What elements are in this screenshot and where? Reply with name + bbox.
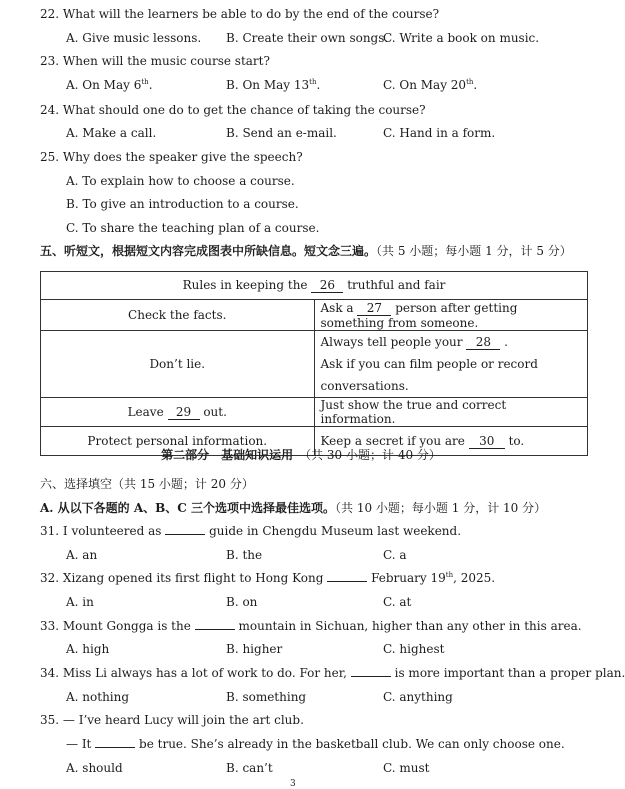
row3-right: Just show the true and correct information. bbox=[314, 398, 588, 427]
question-35-line1: 35. — I’ve heard Lucy will join the art club. bbox=[40, 713, 304, 727]
blank-27[interactable]: 27 bbox=[357, 302, 391, 316]
q35-pre: — It bbox=[66, 737, 92, 751]
row1-left: Check the facts. bbox=[41, 300, 315, 331]
q32-post-pre: February 19 bbox=[371, 571, 446, 585]
table-title-cell bbox=[41, 272, 588, 300]
question-35-line2 bbox=[66, 736, 565, 752]
q23-b-post: . bbox=[316, 78, 321, 92]
question-34 bbox=[40, 665, 625, 681]
q23-a-post: . bbox=[148, 78, 153, 92]
section-5-heading bbox=[40, 243, 572, 259]
part-2-note: （共 30 小题；计 40 分） bbox=[305, 448, 441, 462]
q31-option-b[interactable]: B. the bbox=[226, 548, 263, 562]
q23-c-text: C. On May 20 bbox=[383, 78, 467, 92]
q34-blank[interactable] bbox=[351, 676, 391, 677]
blank-29[interactable]: 29 bbox=[168, 406, 200, 420]
q32-blank[interactable] bbox=[327, 581, 367, 582]
row2-left: Don’t lie. bbox=[41, 331, 315, 398]
row3-left bbox=[41, 398, 315, 427]
row2-right-line1 bbox=[321, 331, 582, 353]
q34-pre: 34. Miss Li always has a lot of work to do. For her, bbox=[40, 666, 347, 680]
q25-option-b[interactable]: B. To give an introduction to a course. bbox=[66, 197, 299, 211]
row2-right-a-pre: Always tell people your bbox=[320, 335, 463, 349]
section-a-note: （共 10 小题；每小题 1 分，计 10 分） bbox=[335, 501, 547, 515]
q23-c-sup: th bbox=[466, 78, 474, 86]
q32-option-a[interactable]: A. in bbox=[66, 595, 94, 609]
q23-a-text: A. On May 6 bbox=[66, 78, 142, 92]
part-2-title: 第二部分 基础知识运用 bbox=[161, 448, 294, 462]
q33-option-c[interactable]: C. highest bbox=[383, 642, 445, 656]
q23-b-sup: th bbox=[309, 78, 317, 86]
section-5-note: （共 5 小题；每小题 1 分，计 5 分） bbox=[376, 244, 572, 258]
q24-option-b[interactable]: B. Send an e-mail. bbox=[226, 126, 337, 140]
q32-option-b[interactable]: B. on bbox=[226, 595, 258, 609]
q25-option-a[interactable]: A. To explain how to choose a course. bbox=[66, 174, 295, 188]
q23-b-text: B. On May 13 bbox=[226, 78, 310, 92]
q35-post: be true. She’s already in the basketball club. We can only choose one. bbox=[139, 737, 565, 751]
q23-option-b[interactable] bbox=[226, 77, 320, 93]
q31-blank[interactable] bbox=[165, 534, 205, 535]
section-a-title: A. 从以下各题的 A、B、C 三个选项中选择最佳选项。 bbox=[40, 501, 336, 515]
table-title-pre: Rules in keeping the bbox=[182, 278, 308, 292]
q24-option-c[interactable]: C. Hand in a form. bbox=[383, 126, 496, 140]
q35-option-c[interactable]: C. must bbox=[383, 761, 430, 775]
question-22: 22. What will the learners be able to do by the end of the course? bbox=[40, 7, 440, 21]
table-title-post: truthful and fair bbox=[347, 278, 446, 292]
q32-pre: 32. Xizang opened its first flight to Hong Kong bbox=[40, 571, 324, 585]
q33-post: mountain in Sichuan, higher than any other in this area. bbox=[238, 619, 582, 633]
q35-option-b[interactable]: B. can’t bbox=[226, 761, 273, 775]
row1-right-pre: Ask a bbox=[320, 300, 354, 315]
q31-post: guide in Chengdu Museum last weekend. bbox=[209, 524, 462, 538]
question-33 bbox=[40, 618, 582, 634]
q24-option-a[interactable]: A. Make a call. bbox=[66, 126, 157, 140]
q23-option-a[interactable] bbox=[66, 77, 153, 93]
row3-left-post: out. bbox=[203, 404, 227, 419]
q34-option-a[interactable]: A. nothing bbox=[66, 690, 130, 704]
q32-option-c[interactable]: C. at bbox=[383, 595, 412, 609]
part-2-heading bbox=[0, 447, 602, 463]
question-31 bbox=[40, 523, 461, 539]
q31-pre: 31. I volunteered as bbox=[40, 524, 162, 538]
blank-30[interactable]: 30 bbox=[469, 435, 505, 449]
question-23: 23. When will the music course start? bbox=[40, 54, 270, 68]
section-6-title: 六、选择填空 bbox=[40, 477, 113, 491]
row2-right bbox=[314, 331, 588, 398]
row2-right-a-post: . bbox=[504, 335, 508, 349]
rules-table bbox=[40, 271, 588, 456]
q33-option-a[interactable]: A. high bbox=[66, 642, 110, 656]
q33-pre: 33. Mount Gongga is the bbox=[40, 619, 191, 633]
q32-sup: th bbox=[445, 571, 454, 579]
row4-right-post: to. bbox=[508, 433, 525, 448]
section-6-note: （共 15 小题；计 20 分） bbox=[112, 477, 254, 491]
q23-option-c[interactable] bbox=[383, 77, 477, 93]
section-a-heading bbox=[40, 500, 546, 516]
blank-28[interactable]: 28 bbox=[466, 336, 500, 350]
q22-option-b[interactable]: B. Create their own songs. bbox=[226, 31, 389, 45]
row4-left: Protect personal information. bbox=[41, 427, 315, 456]
q31-option-a[interactable]: A. an bbox=[66, 548, 98, 562]
q33-blank[interactable] bbox=[195, 629, 235, 630]
q22-option-a[interactable]: A. Give music lessons. bbox=[66, 31, 202, 45]
page-number: 3 bbox=[290, 779, 296, 789]
q34-post: is more important than a proper plan. bbox=[394, 666, 625, 680]
q34-option-b[interactable]: B. something bbox=[226, 690, 307, 704]
q35-option-a[interactable]: A. should bbox=[66, 761, 123, 775]
q35-blank[interactable] bbox=[95, 747, 135, 748]
q25-option-c[interactable]: C. To share the teaching plan of a course. bbox=[66, 221, 320, 235]
row4-right-pre: Keep a secret if you are bbox=[320, 433, 465, 448]
q31-option-c[interactable]: C. a bbox=[383, 548, 407, 562]
section-5-title: 五、听短文，根据短文内容完成图表中所缺信息。短文念三遍。 bbox=[40, 244, 377, 258]
q32-post: , 2025. bbox=[453, 571, 496, 585]
q23-c-post: . bbox=[473, 78, 478, 92]
row3-left-pre: Leave bbox=[127, 404, 164, 419]
question-24: 24. What should one do to get the chance of taking the course? bbox=[40, 103, 426, 117]
q22-option-c[interactable]: C. Write a book on music. bbox=[383, 31, 540, 45]
question-32 bbox=[40, 570, 495, 586]
blank-26[interactable]: 26 bbox=[311, 279, 343, 293]
row1-right-post: person after getting something from someone. bbox=[320, 300, 518, 330]
q23-a-sup: th bbox=[141, 78, 149, 86]
question-25: 25. Why does the speaker give the speech? bbox=[40, 150, 303, 164]
row2-right-line2: Ask if you can film people or record conversations. bbox=[320, 357, 538, 393]
q34-option-c[interactable]: C. anything bbox=[383, 690, 453, 704]
row1-right bbox=[314, 300, 588, 331]
q33-option-b[interactable]: B. higher bbox=[226, 642, 283, 656]
section-6-heading bbox=[40, 476, 254, 492]
